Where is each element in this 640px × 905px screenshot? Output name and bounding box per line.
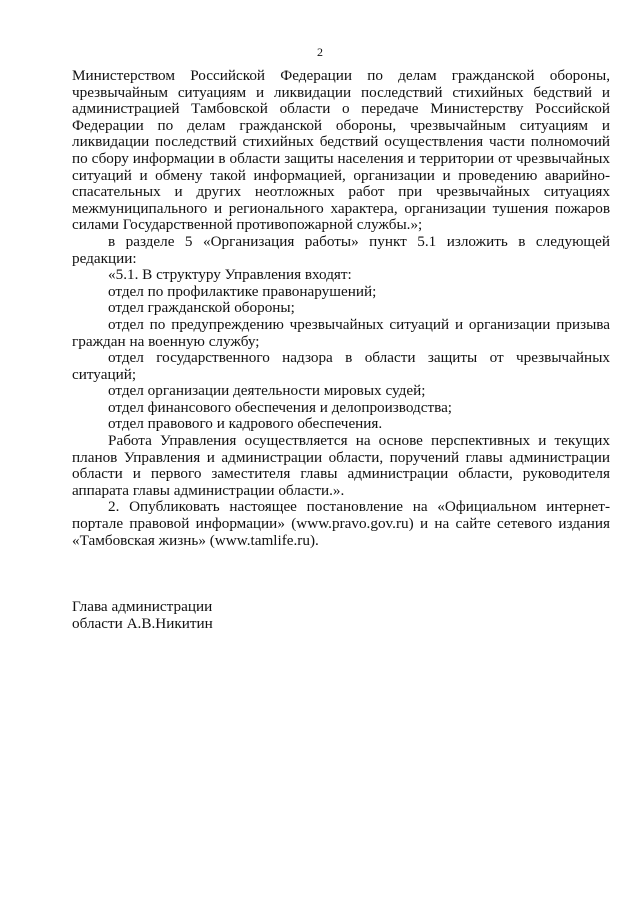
signature-block <box>72 599 213 632</box>
list-item-department: отдел правового и кадрового обеспечения. <box>108 415 383 433</box>
list-item-department: отдел по профилактике правонарушений; <box>108 282 377 300</box>
list-item-department: отдел организации деятельности мировых судей; <box>108 382 426 400</box>
list-item-department: отдел по предупреждению чрезвычайных ситуаций и организации призыва граждан на военную службу; <box>72 315 610 350</box>
paragraph-work-basis: Работа Управления осуществляется на основе перспективных и текущих планов Управления и администрации области, поручений главы администрации области и первого заместителя главы администрации области, руководителя аппарата главы администрации области.». <box>72 432 610 499</box>
paragraph-continuation: Министерством Российской Федерации по делам гражданской обороны, чрезвычайным ситуациям и ликвидации последствий стихийных бедствий и администрацией Тамбовской области о передаче Министерству Российской Федерации по делам гражданской обороны, чрезвычайным ситуациям и ликвидации последствий стихийных бедствий осуществления части полномочий по сбору информации в области защиты населения и территории от чрезвычайных ситуаций и обмену такой информацией, организации и проведению аварийно-спасательных и других неотложных работ при чрезвычайных ситуациях межмуниципального и регионального характера, организации тушения пожаров силами Государственной противопожарной службы.»; <box>72 67 610 234</box>
paragraph-publication: 2. Опубликовать настоящее постановление на «Официальном интернет-портале правовой информации» (www.pravo.gov.ru) и на сайте сетевого издания «Тамбовская жизнь» (www.tamlife.ru). <box>72 498 610 549</box>
signature-name: области А.В.Никитин <box>72 614 213 632</box>
list-item-department: отдел финансового обеспечения и делопроизводства; <box>108 398 453 416</box>
document-body <box>72 68 610 549</box>
page-number: 2 <box>317 45 323 59</box>
paragraph-structure-heading: «5.1. В структуру Управления входят: <box>108 266 352 284</box>
list-item-department: отдел гражданской обороны; <box>108 299 295 317</box>
signature-title: Глава администрации <box>72 598 213 615</box>
paragraph-section-5-amendment: в разделе 5 «Организация работы» пункт 5.1 изложить в следующей редакции: <box>72 232 610 267</box>
list-item-department: отдел государственного надзора в области защиты от чрезвычайных ситуаций; <box>72 349 610 383</box>
